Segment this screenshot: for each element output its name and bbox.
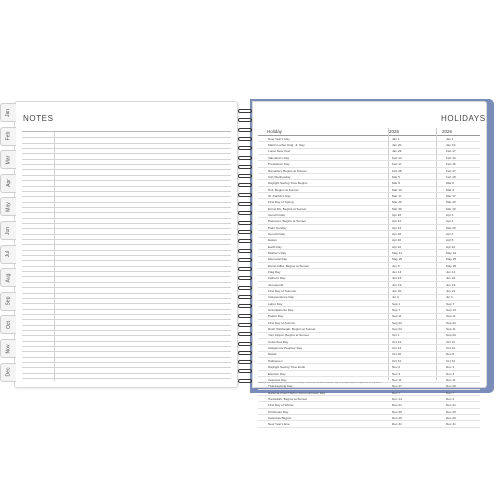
holiday-date: Apr 18 bbox=[392, 212, 402, 217]
spiral-coil bbox=[236, 146, 254, 151]
month-tab-jul[interactable] bbox=[0, 245, 16, 264]
spiral-coil bbox=[236, 295, 254, 300]
holiday-name: Martin Luther King, Jr. Day bbox=[268, 143, 305, 148]
holiday-name: First Day of Spring bbox=[268, 200, 294, 205]
coil-ring bbox=[238, 156, 252, 160]
spiral-coil bbox=[236, 183, 254, 188]
spiral-coil bbox=[236, 304, 254, 309]
month-tab-may[interactable] bbox=[0, 197, 16, 216]
spiral-coil bbox=[236, 239, 254, 244]
month-tab-label: Sep bbox=[5, 296, 12, 306]
holiday-date: Apr 3 bbox=[446, 231, 454, 236]
holiday-date: Dec 25 bbox=[392, 409, 402, 414]
spiral-coil bbox=[236, 174, 254, 179]
holiday-name: Mother's Day bbox=[268, 250, 287, 255]
holiday-name: Kwanzaa Begins bbox=[268, 415, 292, 420]
spiral-coil bbox=[236, 360, 254, 365]
spiral-coil bbox=[236, 267, 254, 272]
holiday-date: May 26 bbox=[446, 263, 457, 268]
holiday-date: Jun 19 bbox=[392, 282, 402, 287]
holiday-date: Mar 20 bbox=[392, 200, 402, 205]
holiday-date: Dec 7 bbox=[446, 390, 455, 395]
notes-line bbox=[22, 153, 231, 154]
holiday-name: Valentine's Day bbox=[268, 155, 290, 160]
notes-line bbox=[22, 212, 231, 213]
holidays-table bbox=[258, 136, 480, 428]
holiday-name: Good Friday bbox=[268, 212, 286, 217]
coil-ring bbox=[238, 230, 252, 234]
holidays-header bbox=[258, 128, 480, 136]
notes-line bbox=[22, 175, 231, 176]
coil-ring bbox=[238, 360, 252, 364]
spiral-coil bbox=[236, 351, 254, 356]
spiral-coil bbox=[236, 332, 254, 337]
holiday-name: Juneteenth bbox=[268, 282, 284, 287]
holiday-date: Sep 11 bbox=[446, 314, 456, 319]
holiday-name: Thanksgiving Day bbox=[268, 384, 293, 389]
coil-ring bbox=[238, 258, 252, 262]
holiday-date: Mar 30 bbox=[392, 206, 402, 211]
coil-ring bbox=[238, 202, 252, 206]
month-tab-label: Jun bbox=[5, 226, 12, 235]
notes-line bbox=[22, 298, 231, 299]
holiday-date: Jun 20 bbox=[392, 289, 402, 294]
coil-ring bbox=[238, 183, 252, 187]
holiday-date: Dec 25 bbox=[446, 409, 456, 414]
month-tab-label: Dec bbox=[5, 367, 12, 377]
coil-ring bbox=[238, 267, 252, 271]
coil-ring bbox=[238, 369, 252, 373]
holiday-date: Apr 1 bbox=[446, 219, 454, 224]
holiday-date: Nov 4 bbox=[392, 371, 401, 376]
holiday-date: Jan 20 bbox=[392, 143, 402, 148]
spiral-coil bbox=[236, 379, 254, 384]
notes-line bbox=[22, 234, 231, 235]
notes-line bbox=[22, 362, 231, 363]
holiday-date: Mar 9 bbox=[392, 181, 400, 186]
holiday-name: Earth Day bbox=[268, 244, 282, 249]
notes-line bbox=[22, 309, 231, 310]
holiday-date: Sep 7 bbox=[392, 308, 401, 313]
month-tab-feb[interactable] bbox=[0, 127, 16, 146]
holiday-name: First Day of Summer bbox=[268, 289, 297, 294]
holiday-date: Oct 20 bbox=[392, 352, 402, 357]
spiral-coil bbox=[236, 211, 254, 216]
holiday-name: New Year's Eve bbox=[268, 422, 290, 427]
month-tab-dec[interactable] bbox=[0, 363, 16, 382]
month-tab-aug[interactable] bbox=[0, 268, 16, 287]
notes-line bbox=[22, 202, 231, 203]
spiral-coil bbox=[236, 109, 254, 114]
holiday-date: Feb 14 bbox=[392, 155, 402, 160]
holiday-date: Oct 31 bbox=[446, 358, 456, 363]
spiral-coil bbox=[236, 118, 254, 123]
notes-line bbox=[22, 164, 231, 165]
month-tab-label: Oct bbox=[5, 321, 12, 329]
spiral-coil bbox=[236, 249, 254, 254]
holiday-name: Independence Day bbox=[268, 295, 294, 300]
coil-ring bbox=[238, 351, 252, 355]
holiday-name: Daylight Saving Time Begins bbox=[268, 181, 308, 186]
holiday-date: May 25 bbox=[446, 257, 457, 262]
holiday-name: Good Friday bbox=[268, 231, 286, 236]
month-tabs bbox=[0, 103, 16, 385]
holiday-date: Mar 3 bbox=[446, 187, 454, 192]
holiday-date: Jun 19 bbox=[446, 282, 456, 287]
holiday-date: Dec 26 bbox=[392, 415, 402, 420]
holiday-date: Nov 26 bbox=[446, 384, 456, 389]
spiral-coil bbox=[236, 258, 254, 263]
holiday-name: Palm Sunday bbox=[268, 225, 287, 230]
holiday-date: Feb 18 bbox=[446, 174, 456, 179]
coil-ring bbox=[238, 109, 252, 113]
holiday-date: Nov 11 bbox=[392, 377, 402, 382]
holiday-date: May 11 bbox=[392, 250, 402, 255]
holiday-name: Holi, Begins at Sunset bbox=[268, 187, 299, 192]
notes-line bbox=[22, 319, 231, 320]
holiday-date: May 26 bbox=[392, 257, 403, 262]
coil-ring bbox=[238, 137, 252, 141]
holiday-name: Easter bbox=[268, 238, 277, 243]
holiday-date: Mar 19 bbox=[446, 206, 456, 211]
holiday-name: Veterans Day bbox=[268, 377, 287, 382]
holiday-date: Jun 15 bbox=[392, 276, 402, 281]
notes-line bbox=[22, 196, 231, 197]
month-tab-label: Apr bbox=[5, 179, 12, 188]
holiday-date: Mar 13 bbox=[392, 187, 402, 192]
coil-ring bbox=[238, 239, 252, 243]
holiday-date: Sep 11 bbox=[446, 327, 456, 332]
month-tab-oct[interactable] bbox=[0, 315, 16, 334]
holiday-date: Mar 17 bbox=[446, 193, 456, 198]
holiday-name: Columbus Day bbox=[268, 339, 289, 344]
spiral-coil bbox=[236, 202, 254, 207]
notes-title: NOTES bbox=[23, 114, 54, 123]
month-tab-label: Aug bbox=[5, 273, 12, 283]
holiday-date: Oct 1 bbox=[392, 333, 400, 338]
holiday-name: Indigenous Peoples' Day bbox=[268, 346, 303, 351]
holiday-date: Mar 8 bbox=[446, 181, 454, 186]
notes-line bbox=[22, 148, 231, 149]
holiday-date: Feb 17 bbox=[446, 149, 456, 154]
notes-line bbox=[22, 191, 231, 192]
notes-line bbox=[22, 255, 231, 256]
holidays-footnote: Holidays are approximate at the time of printing. Observing and other holidays may vary depending on religious or local practice. bbox=[258, 382, 383, 384]
holiday-name: Memorial Day bbox=[268, 257, 288, 262]
month-tab-jun[interactable] bbox=[0, 221, 16, 240]
holiday-date: Jun 6 bbox=[392, 263, 400, 268]
holiday-date: Apr 12 bbox=[392, 219, 402, 224]
holiday-date: Dec 31 bbox=[446, 422, 456, 427]
holiday-date: Jan 19 bbox=[446, 143, 456, 148]
notes-line bbox=[22, 314, 231, 315]
notes-line bbox=[22, 266, 231, 267]
month-tab-label: Mar bbox=[5, 155, 12, 164]
holiday-date: Sep 1 bbox=[392, 301, 401, 306]
holiday-date: Dec 21 bbox=[392, 403, 402, 408]
holiday-name: Rosh Hashanah, Begins at Sunset bbox=[268, 327, 316, 332]
coil-ring bbox=[238, 128, 252, 132]
month-tab-jan[interactable] bbox=[0, 103, 16, 122]
spiral-coil bbox=[236, 369, 254, 374]
notes-line bbox=[22, 276, 231, 277]
holiday-date: Nov 27 bbox=[392, 384, 402, 389]
spiral-coil bbox=[236, 128, 254, 133]
coil-ring bbox=[238, 221, 252, 225]
notes-line bbox=[22, 218, 231, 219]
holiday-date: Mar 20 bbox=[446, 200, 456, 205]
holiday-name: Grandparents Day bbox=[268, 308, 294, 313]
notes-line bbox=[22, 378, 231, 379]
holiday-date: Apr 22 bbox=[446, 244, 456, 249]
holiday-date: Feb 17 bbox=[446, 168, 456, 173]
holiday-date: Jan 1 bbox=[392, 136, 400, 141]
holiday-name: Lunar New Year bbox=[268, 149, 291, 154]
holiday-date: Oct 13 bbox=[392, 346, 402, 351]
holiday-date: Jul 4 bbox=[446, 295, 453, 300]
coil-ring bbox=[238, 118, 252, 122]
holiday-date: Dec 31 bbox=[392, 422, 402, 427]
notes-line bbox=[22, 143, 231, 144]
notes-line bbox=[22, 271, 231, 272]
month-tab-label: Jul bbox=[5, 250, 12, 258]
notes-line bbox=[22, 335, 231, 336]
holiday-date: Dec 14 bbox=[392, 396, 402, 401]
coil-ring bbox=[238, 146, 252, 150]
notes-line bbox=[22, 228, 231, 229]
holiday-name: Patriot Day bbox=[268, 314, 284, 319]
holiday-date: Jun 14 bbox=[392, 270, 402, 275]
holiday-name: St. Patrick's Day bbox=[268, 193, 291, 198]
spiral-binding bbox=[236, 103, 254, 388]
notes-line bbox=[22, 260, 231, 261]
month-tab-mar[interactable] bbox=[0, 150, 16, 169]
holiday-date: Jun 21 bbox=[446, 289, 456, 294]
holiday-date: Sep 22 bbox=[392, 320, 402, 325]
holiday-name: Hanukkah, Begins at Sunset bbox=[268, 396, 308, 401]
notes-line bbox=[22, 351, 231, 352]
coil-ring bbox=[238, 165, 252, 169]
spiral-coil bbox=[236, 221, 254, 226]
notes-line bbox=[22, 367, 231, 368]
holiday-date: Oct 12 bbox=[446, 346, 456, 351]
notes-line bbox=[22, 303, 231, 304]
holiday-date: Sep 13 bbox=[446, 308, 456, 313]
coil-ring bbox=[238, 323, 252, 327]
holiday-name: National Pearl Harbor Remembrance Day bbox=[268, 390, 326, 395]
holiday-name: Ash Wednesday bbox=[268, 174, 291, 179]
notes-line bbox=[22, 346, 231, 347]
holiday-date: Feb 28 bbox=[392, 168, 402, 173]
spiral-coil bbox=[236, 230, 254, 235]
holiday-name: Labor Day bbox=[268, 301, 283, 306]
column-holiday: Holiday bbox=[267, 129, 283, 134]
notes-line bbox=[22, 169, 231, 170]
notes-line bbox=[22, 373, 231, 374]
notes-lines bbox=[22, 131, 231, 381]
holiday-date: Mar 29 bbox=[446, 225, 456, 230]
holiday-date: Nov 8 bbox=[446, 352, 455, 357]
coil-ring bbox=[238, 295, 252, 299]
notes-line bbox=[22, 250, 231, 251]
holiday-date: Jul 4 bbox=[392, 295, 399, 300]
holiday-name: Yom Kippur, Begins at Sunset bbox=[268, 333, 309, 338]
holiday-date: Jan 29 bbox=[392, 149, 402, 154]
holiday-name: Eid al-Adha, Begins at Sunset bbox=[268, 263, 310, 268]
month-tab-apr[interactable] bbox=[0, 174, 16, 193]
holiday-date: Sep 22 bbox=[392, 327, 402, 332]
notes-line bbox=[22, 159, 231, 160]
holiday-name: Presidents' Day bbox=[268, 162, 290, 167]
coil-ring bbox=[238, 286, 252, 290]
notes-line bbox=[22, 180, 231, 181]
coil-ring bbox=[238, 249, 252, 253]
holiday-date: Dec 21 bbox=[446, 403, 456, 408]
spiral-coil bbox=[236, 276, 254, 281]
holiday-date: Sep 11 bbox=[392, 314, 402, 319]
holiday-date: Apr 13 bbox=[392, 225, 402, 230]
holiday-date: Sep 20 bbox=[446, 333, 456, 338]
notes-line bbox=[22, 282, 231, 283]
holiday-date: Jun 21 bbox=[446, 276, 456, 281]
notes-line bbox=[22, 223, 231, 224]
coil-ring bbox=[238, 304, 252, 308]
holiday-date: Apr 18 bbox=[392, 231, 402, 236]
holiday-date: Nov 11 bbox=[446, 377, 456, 382]
holiday-name: Passover, Begins at Sunset bbox=[268, 219, 306, 224]
holiday-name: New Year's Day bbox=[268, 136, 290, 141]
holiday-date: Mar 17 bbox=[392, 193, 402, 198]
notes-line bbox=[22, 325, 231, 326]
holiday-name: Ramadan, Begins at Sunset bbox=[268, 168, 307, 173]
coil-ring bbox=[238, 314, 252, 318]
spiral-coil bbox=[236, 286, 254, 291]
holiday-name: Christmas Day bbox=[268, 409, 289, 414]
holiday-name: Flag Day bbox=[268, 270, 281, 275]
coil-ring bbox=[238, 276, 252, 280]
holiday-date: Sep 7 bbox=[446, 301, 455, 306]
holiday-date: Oct 13 bbox=[392, 339, 402, 344]
holiday-date: Dec 26 bbox=[446, 415, 456, 420]
spiral-coil bbox=[236, 193, 254, 198]
holiday-date: Feb 17 bbox=[392, 162, 402, 167]
month-tab-sep[interactable] bbox=[0, 292, 16, 311]
holiday-date: Nov 3 bbox=[446, 371, 455, 376]
holiday-date: Nov 1 bbox=[446, 365, 455, 370]
holiday-name: Father's Day bbox=[268, 276, 286, 281]
spiral-coil bbox=[236, 314, 254, 319]
notes-line bbox=[22, 186, 231, 187]
spiral-coil bbox=[236, 342, 254, 347]
month-tab-label: Feb bbox=[5, 131, 12, 141]
spiral-coil bbox=[236, 165, 254, 170]
coil-ring bbox=[238, 332, 252, 336]
month-tab-label: Nov bbox=[5, 344, 12, 353]
notes-line bbox=[22, 287, 231, 288]
holiday-date: May 10 bbox=[446, 250, 457, 255]
spiral-coil bbox=[236, 323, 254, 328]
holiday-name: Election Day bbox=[268, 371, 286, 376]
holiday-date: Apr 3 bbox=[446, 212, 454, 217]
holiday-name: Halloween bbox=[268, 358, 283, 363]
holiday-name: First Day of Winter bbox=[268, 403, 294, 408]
holidays-title: HOLIDAYS bbox=[441, 114, 486, 123]
column-year-2: 2026 bbox=[442, 129, 453, 134]
holiday-date: Dec 7 bbox=[392, 390, 401, 395]
holiday-row bbox=[258, 421, 480, 427]
spiral-coil bbox=[236, 137, 254, 142]
holiday-date: Dec 4 bbox=[446, 396, 455, 401]
spiral-coil bbox=[236, 156, 254, 161]
holiday-name: First Day of Autumn bbox=[268, 320, 296, 325]
notes-line bbox=[22, 239, 231, 240]
holiday-date: Oct 31 bbox=[392, 358, 402, 363]
holiday-date: Mar 5 bbox=[392, 174, 400, 179]
notes-line bbox=[22, 137, 231, 138]
holiday-name: Eid al-Fitr, Begins at Sunset bbox=[268, 206, 307, 211]
holiday-name: Daylight Saving Time Ends bbox=[268, 365, 305, 370]
holiday-date: Jun 14 bbox=[446, 270, 456, 275]
coil-ring bbox=[238, 193, 252, 197]
notes-line bbox=[22, 293, 231, 294]
holiday-date: Nov 2 bbox=[392, 365, 401, 370]
month-tab-nov[interactable] bbox=[0, 339, 16, 358]
notes-line bbox=[22, 207, 231, 208]
notes-line bbox=[22, 244, 231, 245]
column-year-1: 2025 bbox=[389, 129, 400, 134]
notes-line bbox=[22, 330, 231, 331]
coil-ring bbox=[238, 342, 252, 346]
holiday-date: Oct 12 bbox=[446, 339, 456, 344]
month-tab-label: Jan bbox=[5, 108, 12, 117]
coil-ring bbox=[238, 379, 252, 383]
holiday-date: Feb 14 bbox=[446, 155, 456, 160]
month-tab-label: May bbox=[5, 202, 12, 212]
coil-ring bbox=[238, 174, 252, 178]
holiday-date: Feb 16 bbox=[446, 162, 456, 167]
holiday-date: Sep 22 bbox=[446, 320, 456, 325]
holiday-date: Apr 5 bbox=[446, 238, 454, 243]
notes-line bbox=[22, 357, 231, 358]
notes-line bbox=[22, 341, 231, 342]
holiday-name: Diwali bbox=[268, 352, 277, 357]
holiday-date: Jan 1 bbox=[446, 136, 454, 141]
holiday-date: Apr 22 bbox=[392, 244, 402, 249]
holiday-date: Apr 20 bbox=[392, 238, 402, 243]
coil-ring bbox=[238, 211, 252, 215]
